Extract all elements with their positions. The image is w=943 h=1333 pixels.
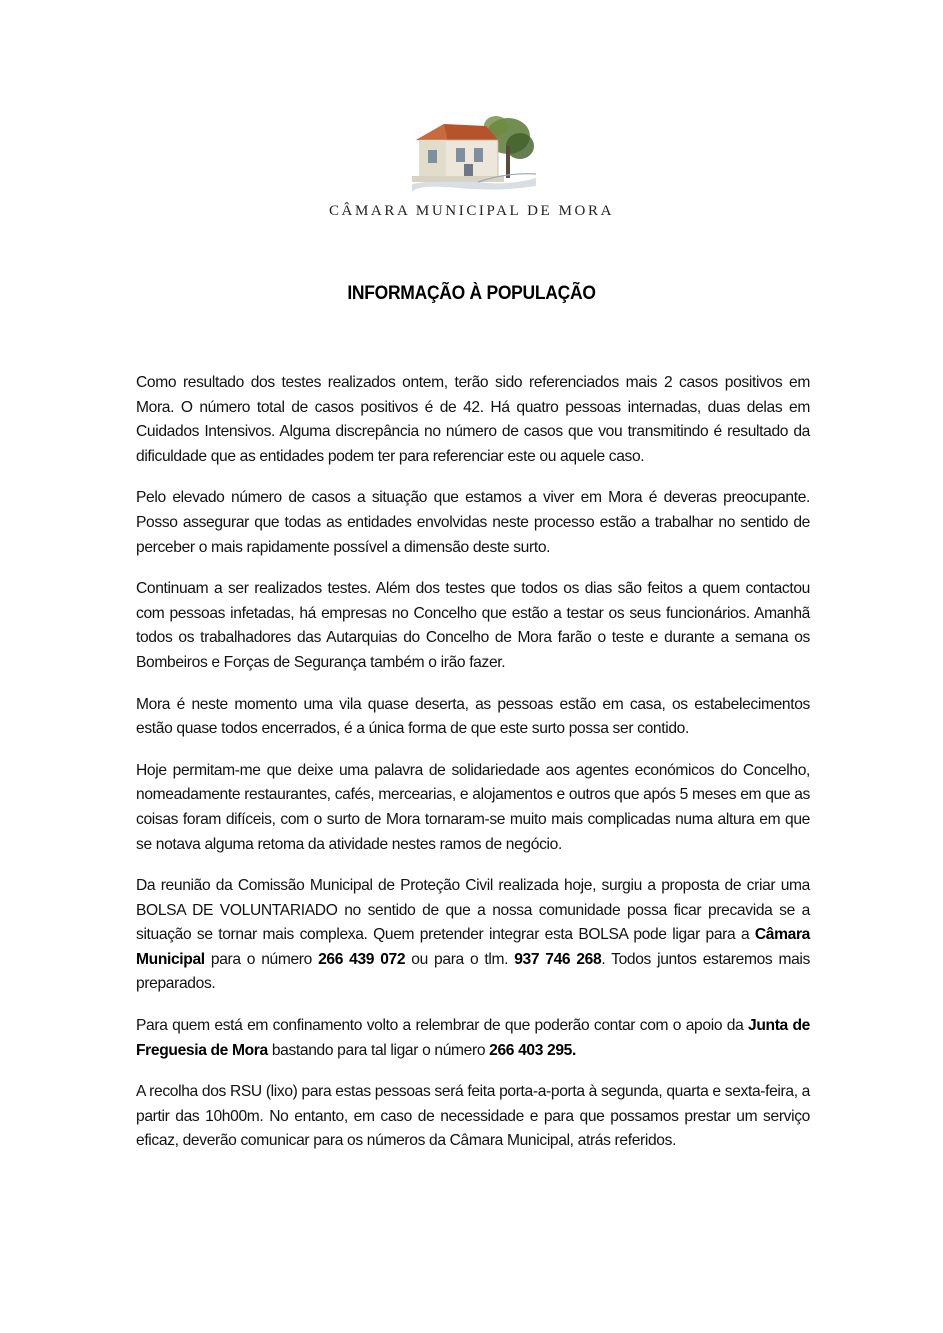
phone-number-camara: 266 439 072 — [318, 950, 406, 968]
text-span: ou para o tlm. — [405, 950, 515, 968]
phone-number-junta: 266 403 295. — [489, 1041, 576, 1059]
paragraph: A recolha dos RSU (lixo) para estas pessoas será feita porta-a-porta à segunda, quarta e sexta-feira, a partir das 10h00m. No entanto, em caso de necessidade e para que possamos prestar um serviço eficaz, deverão comunicar para os números da Câmara Municipal, atrás referidos. — [136, 1083, 810, 1150]
paragraph: Mora é neste momento uma vila quase deserta, as pessoas estão em casa, os estabelecimentos estão quase todos encerrados, é a única forma de que este surto possa ser contido. — [136, 695, 810, 738]
paragraph: Hoje permitam-me que deixe uma palavra de solidariedade aos agentes económicos do Concelho, nomeadamente restaurantes, cafés, mercearias, e alojamentos e outros que após 5 meses em que as coisas foram difíceis, com o surto de Mora tornaram-se muito mais complicadas numa altura em que se notava alguma retoma da atividade nestes ramos de negócio. — [136, 761, 810, 853]
bold-text-camara: Câmara Municipal — [136, 926, 810, 968]
text-span: Para quem está em confinamento volto a relembrar de que poderão contar com o apoio da — [136, 1017, 749, 1035]
organization-name: CÂMARA MUNICIPAL DE MORA — [328, 203, 615, 219]
paragraph-confinement — [136, 1014, 810, 1063]
paragraph: Pelo elevado número de casos a situação que estamos a viver em Mora é deveras preocupante. Posso assegurar que todas as entidades envolvidas neste processo estão a trabalhar no sentido de perceber o mais rapidamente possível a dimensão deste surto. — [136, 489, 810, 556]
municipal-building-logo-icon — [408, 112, 538, 198]
text-span: para o número — [204, 950, 319, 968]
paragraph-volunteer — [136, 874, 810, 997]
paragraph: Como resultado dos testes realizados ontem, terão sido referenciados mais 2 casos positivos em Mora. O número total de casos positivos é de 42. Há quatro pessoas internadas, duas delas em Cuidados Intensivos. Alguma discrepância no número de casos que vou transmitindo é resultado da dificuldade que as entidades podem ter para referenciar este ou aquele caso. — [136, 374, 810, 465]
bold-text-junta: Junta de Freguesia de Mora — [136, 1017, 810, 1059]
text-span: Da reunião da Comissão Municipal de Proteção Civil realizada hoje, surgiu a proposta de criar uma BOLSA DE VOLUNTARIADO no sentido de que a nossa comunidade possa ficar precavida se a situação se tornar mais complexa. Quem pretender integrar esta BOLSA pode ligar para a — [136, 877, 810, 944]
phone-number-mobile: 937 746 268 — [514, 950, 602, 968]
page-title: INFORMAÇÃO À POPULAÇÃO — [347, 283, 596, 304]
text-span: . Todos juntos estaremos mais preparados. — [136, 950, 810, 993]
document-body — [136, 371, 810, 1171]
text-span: bastando para tal ligar o número — [267, 1041, 490, 1059]
paragraph: Continuam a ser realizados testes. Além dos testes que todos os dias são feitos a quem contactou com pessoas infetadas, há empresas no Concelho que estão a testar os seus funcionários. Amanhã todos os trabalhadores das Autarquias do Concelho de Mora farão o teste e durante a semana os Bombeiros e Forças de Segurança também o irão fazer. — [136, 580, 810, 671]
